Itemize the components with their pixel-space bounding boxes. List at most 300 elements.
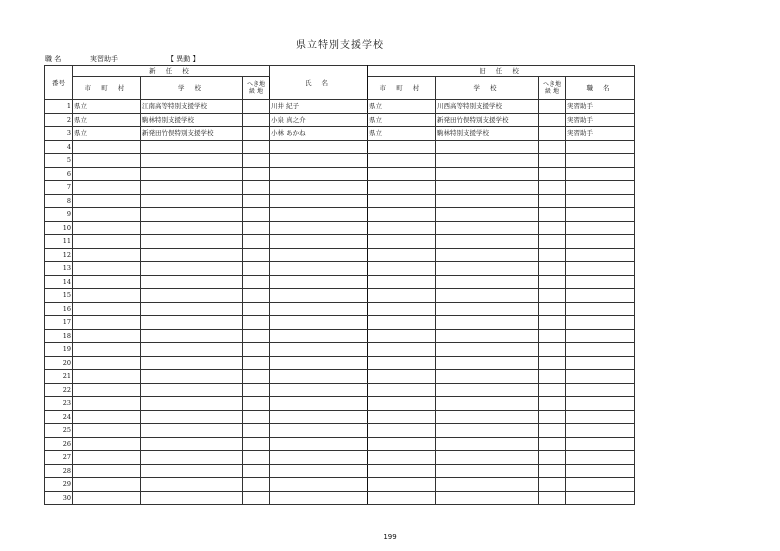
cell-position	[566, 194, 635, 208]
cell-new-remote	[243, 383, 270, 397]
table-row	[45, 221, 635, 235]
cell-name	[270, 167, 368, 181]
cell-name	[270, 235, 368, 249]
cell-new-municipality	[73, 275, 141, 289]
cell-old-municipality	[368, 478, 436, 492]
cell-new-remote	[243, 113, 270, 127]
cell-name	[270, 410, 368, 424]
table-row	[45, 397, 635, 411]
cell-name	[270, 289, 368, 303]
cell-new-school	[141, 383, 243, 397]
cell-old-municipality	[368, 464, 436, 478]
cell-position	[566, 167, 635, 181]
header-new-school-group: 新 任 校	[73, 66, 270, 77]
cell-new-municipality: 県立	[73, 100, 141, 114]
cell-new-municipality	[73, 181, 141, 195]
cell-position: 実習助手	[566, 113, 635, 127]
cell-position	[566, 356, 635, 370]
cell-position	[566, 181, 635, 195]
cell-new-remote	[243, 140, 270, 154]
cell-name: 小林 あかね	[270, 127, 368, 141]
cell-old-school	[436, 248, 539, 262]
cell-no: 1	[45, 100, 73, 114]
table-row	[45, 302, 635, 316]
cell-old-remote	[539, 113, 566, 127]
cell-new-municipality	[73, 410, 141, 424]
cell-no: 24	[45, 410, 73, 424]
table-row	[45, 437, 635, 451]
cell-new-remote	[243, 370, 270, 384]
cell-position	[566, 343, 635, 357]
cell-new-municipality	[73, 316, 141, 330]
cell-new-remote	[243, 127, 270, 141]
cell-new-remote	[243, 464, 270, 478]
cell-new-school	[141, 167, 243, 181]
table-row	[45, 370, 635, 384]
cell-new-remote	[243, 181, 270, 195]
cell-no: 5	[45, 154, 73, 168]
cell-new-municipality	[73, 343, 141, 357]
cell-new-school	[141, 154, 243, 168]
cell-new-school	[141, 208, 243, 222]
cell-new-remote	[243, 397, 270, 411]
cell-name	[270, 154, 368, 168]
cell-position	[566, 491, 635, 505]
cell-new-school	[141, 248, 243, 262]
cell-no: 7	[45, 181, 73, 195]
cell-old-school	[436, 329, 539, 343]
cell-old-remote	[539, 478, 566, 492]
cell-new-remote	[243, 302, 270, 316]
cell-no: 8	[45, 194, 73, 208]
cell-old-municipality	[368, 221, 436, 235]
cell-position	[566, 451, 635, 465]
cell-position	[566, 329, 635, 343]
cell-name	[270, 302, 368, 316]
cell-old-remote	[539, 397, 566, 411]
cell-new-municipality	[73, 397, 141, 411]
cell-name	[270, 275, 368, 289]
cell-new-municipality	[73, 235, 141, 249]
cell-no: 25	[45, 424, 73, 438]
cell-new-school	[141, 464, 243, 478]
cell-old-remote	[539, 343, 566, 357]
cell-new-municipality	[73, 437, 141, 451]
cell-new-school	[141, 491, 243, 505]
cell-name	[270, 140, 368, 154]
cell-old-municipality	[368, 167, 436, 181]
cell-new-school	[141, 410, 243, 424]
header-old-school-group: 旧 任 校	[368, 66, 635, 77]
cell-old-remote	[539, 221, 566, 235]
cell-new-remote	[243, 491, 270, 505]
cell-name	[270, 181, 368, 195]
cell-no: 29	[45, 478, 73, 492]
cell-new-municipality	[73, 140, 141, 154]
cell-new-municipality	[73, 451, 141, 465]
cell-new-school	[141, 181, 243, 195]
cell-old-remote	[539, 302, 566, 316]
cell-new-school	[141, 397, 243, 411]
position-label: 職 名	[45, 55, 62, 63]
cell-position	[566, 235, 635, 249]
cell-name: 小泉 真之介	[270, 113, 368, 127]
cell-new-school	[141, 316, 243, 330]
cell-no: 11	[45, 235, 73, 249]
cell-no: 18	[45, 329, 73, 343]
cell-new-school: 新発田竹俣特別支援学校	[141, 127, 243, 141]
cell-new-municipality	[73, 221, 141, 235]
cell-name: 川井 紀子	[270, 100, 368, 114]
table-row	[45, 275, 635, 289]
cell-new-remote	[243, 478, 270, 492]
cell-old-school	[436, 140, 539, 154]
cell-no: 26	[45, 437, 73, 451]
cell-position	[566, 383, 635, 397]
table-row	[45, 383, 635, 397]
header-old-remote: へき地 級 地	[539, 77, 566, 100]
cell-name	[270, 343, 368, 357]
cell-old-school	[436, 464, 539, 478]
cell-no: 14	[45, 275, 73, 289]
cell-name	[270, 262, 368, 276]
cell-old-remote	[539, 316, 566, 330]
cell-position	[566, 464, 635, 478]
cell-no: 15	[45, 289, 73, 303]
table-row	[45, 491, 635, 505]
cell-new-school	[141, 478, 243, 492]
cell-old-municipality	[368, 343, 436, 357]
cell-name	[270, 248, 368, 262]
cell-old-school	[436, 451, 539, 465]
cell-position	[566, 424, 635, 438]
table-row	[45, 154, 635, 168]
cell-no: 20	[45, 356, 73, 370]
cell-old-remote	[539, 127, 566, 141]
action-tag: 【 異動 】	[167, 55, 200, 63]
cell-new-municipality	[73, 167, 141, 181]
cell-old-municipality	[368, 329, 436, 343]
cell-old-school: 川西高等特別支援学校	[436, 100, 539, 114]
cell-old-remote	[539, 289, 566, 303]
table-row	[45, 316, 635, 330]
cell-old-municipality	[368, 248, 436, 262]
cell-new-remote	[243, 343, 270, 357]
cell-new-municipality	[73, 329, 141, 343]
cell-old-municipality	[368, 356, 436, 370]
cell-position: 実習助手	[566, 100, 635, 114]
cell-new-municipality	[73, 383, 141, 397]
cell-position	[566, 221, 635, 235]
cell-new-school	[141, 275, 243, 289]
cell-new-municipality	[73, 464, 141, 478]
cell-old-school	[436, 316, 539, 330]
cell-old-school	[436, 410, 539, 424]
cell-old-school	[436, 424, 539, 438]
cell-new-school	[141, 424, 243, 438]
cell-position	[566, 248, 635, 262]
cell-old-municipality: 県立	[368, 127, 436, 141]
table-row	[45, 127, 635, 141]
table-row	[45, 478, 635, 492]
cell-old-school	[436, 491, 539, 505]
cell-position	[566, 208, 635, 222]
cell-new-municipality	[73, 194, 141, 208]
cell-old-municipality: 県立	[368, 100, 436, 114]
cell-old-municipality	[368, 370, 436, 384]
cell-no: 27	[45, 451, 73, 465]
cell-new-school	[141, 194, 243, 208]
cell-new-school	[141, 302, 243, 316]
table-row	[45, 424, 635, 438]
cell-old-remote	[539, 437, 566, 451]
header-new-remote: へき地 級 地	[243, 77, 270, 100]
cell-no: 9	[45, 208, 73, 222]
cell-old-remote	[539, 356, 566, 370]
table-row	[45, 410, 635, 424]
cell-new-school	[141, 262, 243, 276]
cell-new-municipality	[73, 208, 141, 222]
cell-old-remote	[539, 235, 566, 249]
cell-no: 22	[45, 383, 73, 397]
table-row	[45, 248, 635, 262]
cell-old-remote	[539, 100, 566, 114]
table-row	[45, 113, 635, 127]
cell-old-school	[436, 208, 539, 222]
cell-new-remote	[243, 316, 270, 330]
cell-old-remote	[539, 410, 566, 424]
cell-new-remote	[243, 194, 270, 208]
cell-position	[566, 275, 635, 289]
cell-old-school	[436, 478, 539, 492]
cell-no: 30	[45, 491, 73, 505]
cell-old-school	[436, 262, 539, 276]
cell-old-municipality	[368, 194, 436, 208]
cell-old-municipality	[368, 208, 436, 222]
cell-old-municipality	[368, 397, 436, 411]
cell-new-school	[141, 343, 243, 357]
cell-new-municipality	[73, 424, 141, 438]
cell-new-school	[141, 289, 243, 303]
header-row-group	[45, 66, 635, 77]
cell-name	[270, 194, 368, 208]
cell-old-remote	[539, 383, 566, 397]
cell-new-municipality	[73, 262, 141, 276]
cell-no: 6	[45, 167, 73, 181]
header-no: 番号	[45, 66, 73, 100]
cell-new-school	[141, 329, 243, 343]
cell-new-remote	[243, 167, 270, 181]
cell-new-remote	[243, 356, 270, 370]
cell-old-remote	[539, 464, 566, 478]
cell-new-remote	[243, 235, 270, 249]
page-number: 199	[383, 533, 397, 541]
cell-old-remote	[539, 248, 566, 262]
cell-old-municipality	[368, 437, 436, 451]
cell-name	[270, 464, 368, 478]
cell-old-school	[436, 154, 539, 168]
cell-old-school	[436, 289, 539, 303]
table-row	[45, 100, 635, 114]
cell-position	[566, 437, 635, 451]
cell-new-school	[141, 140, 243, 154]
cell-old-remote	[539, 275, 566, 289]
table-row	[45, 167, 635, 181]
cell-position	[566, 370, 635, 384]
cell-old-school: 駒林特別支援学校	[436, 127, 539, 141]
table-row	[45, 289, 635, 303]
cell-old-municipality	[368, 289, 436, 303]
cell-old-municipality	[368, 275, 436, 289]
cell-new-remote	[243, 221, 270, 235]
cell-old-municipality	[368, 410, 436, 424]
cell-new-municipality	[73, 478, 141, 492]
header-new-municipality: 市 町 村	[73, 77, 141, 100]
cell-position	[566, 289, 635, 303]
cell-old-municipality	[368, 302, 436, 316]
cell-old-school	[436, 370, 539, 384]
cell-name	[270, 478, 368, 492]
cell-old-municipality	[368, 181, 436, 195]
cell-new-remote	[243, 289, 270, 303]
cell-new-municipality	[73, 248, 141, 262]
header-new-school: 学 校	[141, 77, 243, 100]
cell-old-school	[436, 302, 539, 316]
cell-old-school	[436, 383, 539, 397]
cell-no: 19	[45, 343, 73, 357]
cell-old-municipality	[368, 451, 436, 465]
header-position: 職 名	[566, 77, 635, 100]
cell-old-remote	[539, 262, 566, 276]
table-row	[45, 235, 635, 249]
cell-new-remote	[243, 437, 270, 451]
cell-new-school	[141, 437, 243, 451]
cell-old-school	[436, 397, 539, 411]
cell-name	[270, 424, 368, 438]
cell-name	[270, 329, 368, 343]
cell-position	[566, 410, 635, 424]
position-value: 実習助手	[90, 55, 118, 63]
header-old-municipality: 市 町 村	[368, 77, 436, 100]
cell-name	[270, 356, 368, 370]
cell-old-remote	[539, 491, 566, 505]
cell-new-municipality: 県立	[73, 127, 141, 141]
cell-new-municipality	[73, 491, 141, 505]
cell-name	[270, 316, 368, 330]
cell-old-school: 新発田竹俣特別支援学校	[436, 113, 539, 127]
cell-old-school	[436, 437, 539, 451]
cell-old-municipality	[368, 235, 436, 249]
cell-name	[270, 208, 368, 222]
cell-old-school	[436, 356, 539, 370]
cell-position	[566, 140, 635, 154]
cell-no: 2	[45, 113, 73, 127]
cell-new-school	[141, 356, 243, 370]
cell-no: 21	[45, 370, 73, 384]
cell-new-remote	[243, 154, 270, 168]
table-row	[45, 451, 635, 465]
cell-new-school	[141, 370, 243, 384]
cell-old-remote	[539, 167, 566, 181]
cell-new-remote	[243, 329, 270, 343]
table-row	[45, 208, 635, 222]
cell-position	[566, 397, 635, 411]
cell-old-remote	[539, 424, 566, 438]
cell-no: 16	[45, 302, 73, 316]
cell-no: 12	[45, 248, 73, 262]
cell-no: 17	[45, 316, 73, 330]
cell-no: 3	[45, 127, 73, 141]
table-row	[45, 356, 635, 370]
table-row	[45, 329, 635, 343]
cell-no: 4	[45, 140, 73, 154]
cell-old-municipality	[368, 154, 436, 168]
cell-new-school: 江南高等特別支援学校	[141, 100, 243, 114]
cell-name	[270, 383, 368, 397]
cell-position	[566, 478, 635, 492]
page-title: 県立特別支援学校	[296, 40, 384, 51]
cell-old-school	[436, 181, 539, 195]
cell-new-remote	[243, 262, 270, 276]
transfer-table	[44, 65, 635, 505]
cell-new-remote	[243, 275, 270, 289]
cell-no: 23	[45, 397, 73, 411]
cell-new-remote	[243, 424, 270, 438]
cell-no: 28	[45, 464, 73, 478]
cell-name	[270, 370, 368, 384]
cell-new-municipality	[73, 302, 141, 316]
cell-name	[270, 451, 368, 465]
cell-old-school	[436, 343, 539, 357]
cell-old-school	[436, 167, 539, 181]
cell-new-municipality: 県立	[73, 113, 141, 127]
cell-old-school	[436, 235, 539, 249]
cell-new-remote	[243, 410, 270, 424]
cell-new-school	[141, 451, 243, 465]
table-row	[45, 262, 635, 276]
table-row	[45, 181, 635, 195]
cell-old-municipality	[368, 262, 436, 276]
cell-old-remote	[539, 194, 566, 208]
cell-new-remote	[243, 451, 270, 465]
cell-new-school	[141, 221, 243, 235]
table-row	[45, 194, 635, 208]
cell-old-municipality	[368, 316, 436, 330]
cell-old-school	[436, 221, 539, 235]
cell-old-municipality: 県立	[368, 113, 436, 127]
cell-old-municipality	[368, 383, 436, 397]
table-row	[45, 343, 635, 357]
cell-new-school	[141, 235, 243, 249]
cell-no: 13	[45, 262, 73, 276]
cell-new-school: 駒林特別支援学校	[141, 113, 243, 127]
cell-new-remote	[243, 208, 270, 222]
cell-new-municipality	[73, 154, 141, 168]
cell-new-municipality	[73, 289, 141, 303]
cell-name	[270, 437, 368, 451]
cell-no: 10	[45, 221, 73, 235]
cell-name	[270, 397, 368, 411]
cell-name	[270, 491, 368, 505]
cell-old-school	[436, 194, 539, 208]
header-old-school: 学 校	[436, 77, 539, 100]
cell-position: 実習助手	[566, 127, 635, 141]
cell-position	[566, 154, 635, 168]
cell-old-municipality	[368, 140, 436, 154]
cell-new-municipality	[73, 370, 141, 384]
cell-old-remote	[539, 181, 566, 195]
cell-position	[566, 316, 635, 330]
